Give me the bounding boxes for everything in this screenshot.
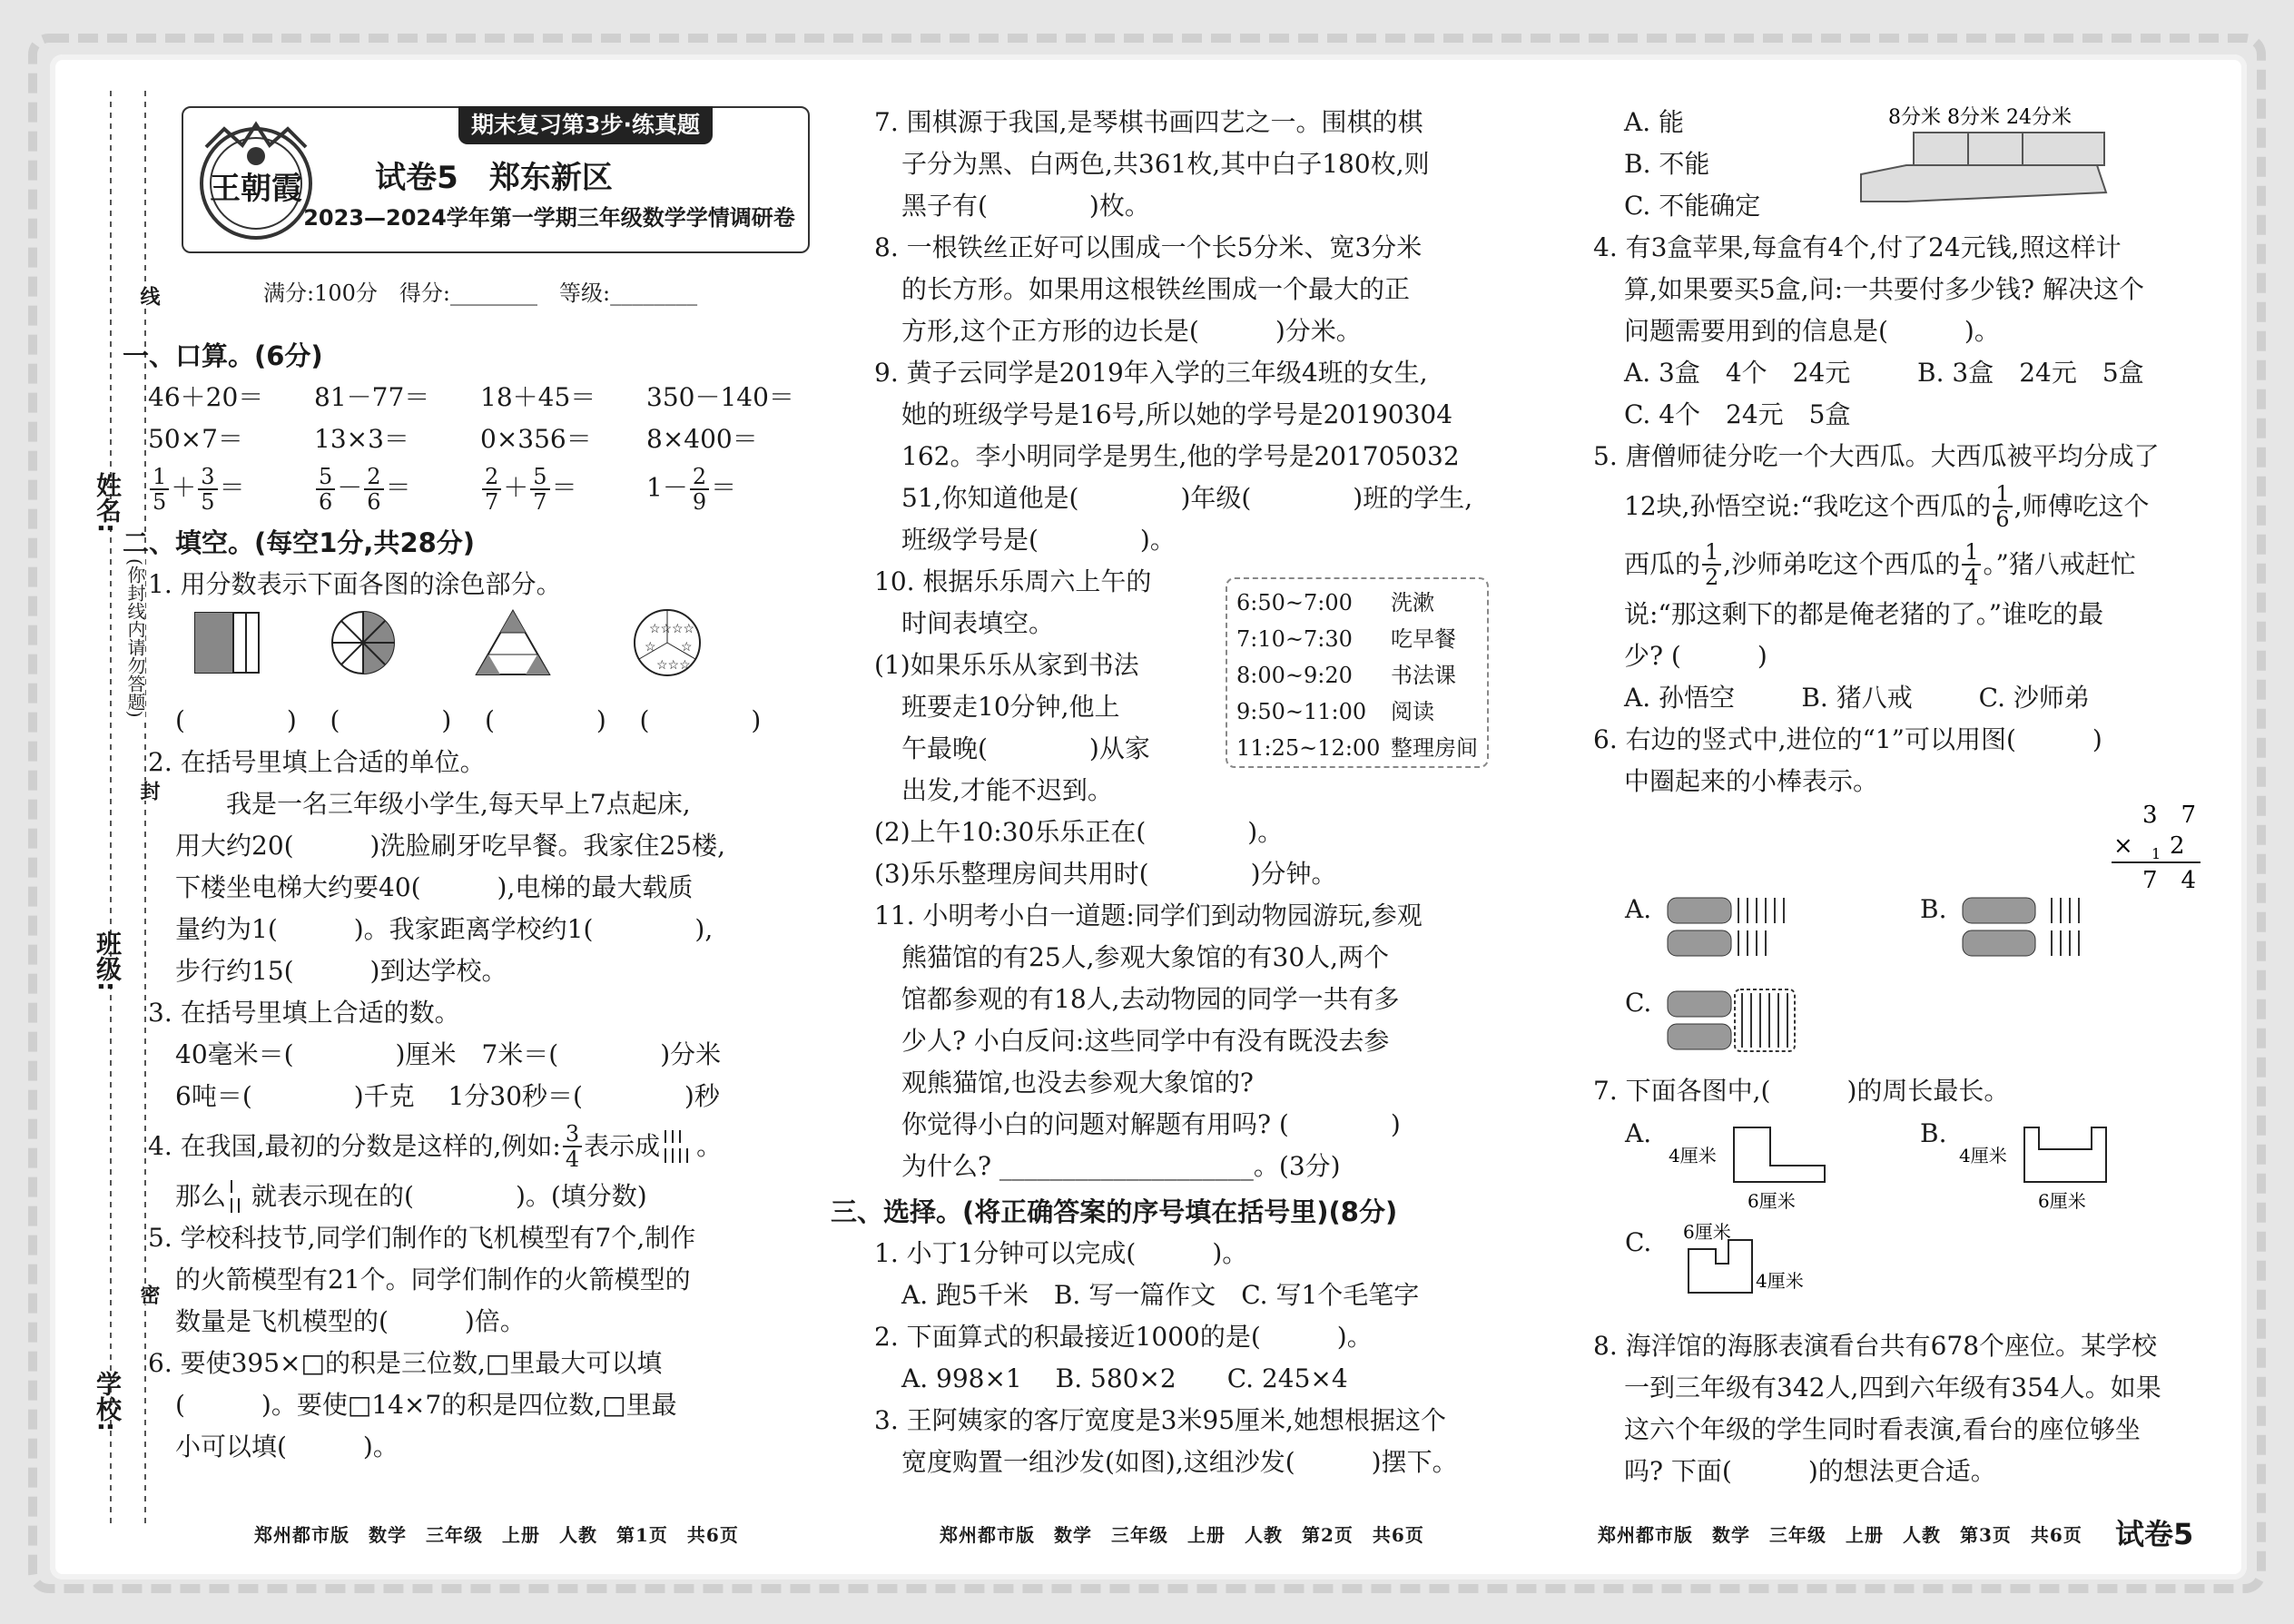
fill-q11-line: 观熊猫馆,也没去参观大象馆的? — [901, 1068, 1254, 1097]
fraction-figures — [177, 605, 758, 687]
svg-text:1: 1 — [2151, 845, 2161, 862]
fill-q4: 4. 在我国,最初的分数是这样的,例如: $\frac{3}{4}$ 表示成 。 — [148, 1121, 723, 1172]
schedule-row: 7:10~7:30 吃早餐 — [1236, 626, 1456, 652]
choice-q4-line: 算,如果要买5盒,问:一共要付多少钱? 解决这个 — [1624, 274, 2144, 304]
choice-q7: 7. 下面各图中,( )的周长最长。 — [1593, 1076, 2010, 1106]
paper-title: 试卷5 郑东新区 — [375, 160, 613, 196]
choice-q5-line: 12块,孙悟空说:“我吃这个西瓜的 $\frac{1}{6}$ ,师傅吃这个 — [1624, 481, 2150, 532]
option-b-label: B. — [1920, 894, 1947, 924]
fill-q9-line: 51,你知道他是( )年级( )班的学生, — [901, 483, 1473, 513]
choice-q1: 1. 小丁1分钟可以完成( )。 — [874, 1238, 1248, 1268]
sofa-dimension-label: 8分米 8分米 24分米 — [1888, 106, 2072, 129]
q2-line: 用大约20( )洗脸刷牙吃早餐。我家住25楼, — [175, 831, 726, 861]
page-footer-2: 郑州都市版 数学 三年级 上册 人教 第2页 共6页 — [940, 1524, 1424, 1546]
option-b-label: B. — [1920, 1118, 1947, 1148]
shape-figure-c — [1661, 1216, 1879, 1316]
answer-blank[interactable]: ( ) — [175, 705, 297, 735]
fill-q5-line: 数量是飞机模型的( )倍。 — [175, 1306, 526, 1336]
choice-q3-option: B. 不能 — [1624, 149, 1710, 179]
fill-q7-line: 子分为黑、白两色,共361枚,其中白子180枚,则 — [901, 149, 1430, 179]
fill-q4-cont — [175, 1176, 812, 1217]
sticks-figure-b — [1961, 894, 2142, 967]
striped-rectangle-figure — [195, 613, 259, 673]
fill-q10-line: 时间表填空。 — [901, 608, 1055, 638]
rod-numeral-figure — [226, 1178, 251, 1215]
option-a-label: A. — [1625, 1118, 1652, 1148]
schedule-row: 6:50~7:00 洗漱 — [1236, 590, 1434, 615]
class-label: 班级: — [93, 930, 123, 992]
choice-q5-line: 少? ( ) — [1624, 641, 1767, 671]
triangle-figure — [477, 611, 549, 674]
choice-q5-line: 西瓜的 $\frac{1}{2}$ ,沙师弟吃这个西瓜的 $\frac{1}{4}$ 。”猪八戒赶忙 — [1624, 539, 2136, 590]
oral-item: 50×7＝ — [148, 424, 243, 454]
fill-q11-line: 熊猫馆的有25人,参观大象馆的有30人,两个 — [901, 942, 1390, 972]
q4-fraction: $\frac{3}{4}$ — [563, 1122, 582, 1171]
oral-fraction-item: $\frac{2}{7}$ ＋ $\frac{5}{7}$ ＝ — [480, 465, 646, 514]
choice-q3-option: A. 能 — [1624, 107, 1685, 137]
answer-blank[interactable]: ( ) — [485, 705, 606, 735]
option: A. 孙悟空 — [1624, 683, 1736, 713]
choice-q8-line: 8. 海洋馆的海豚表演看台共有678个座位。某学校 — [1593, 1331, 2158, 1361]
page-footer-3: 郑州都市版 数学 三年级 上册 人教 第3页 共6页 — [1598, 1524, 2082, 1546]
option-c-label: C. — [1625, 988, 1652, 1018]
fill-q3: 3. 在括号里填上合适的数。 — [148, 998, 460, 1028]
schedule-row: 11:25~12:00 整理房间 — [1236, 735, 1478, 761]
fill-q11-line: 馆都参观的有18人,去动物园的同学一共有多 — [901, 984, 1400, 1014]
choice-q2: 2. 下面算式的积最接近1000的是( )。 — [874, 1322, 1373, 1352]
fill-q9-line: 9. 黄子云同学是2019年入学的三年级4班的女生, — [874, 358, 1428, 388]
fill-q10-line: 班要走10分钟,他上 — [901, 692, 1120, 722]
shape-figure-b — [1952, 1118, 2133, 1218]
q2-line: 步行约15( )到达学校。 — [175, 956, 507, 986]
oral-item: 81－77＝ — [314, 382, 430, 412]
fill-q11-line: 11. 小明考小白一道题:同学们到动物园游玩,参观 — [874, 901, 1423, 930]
oral-fraction-item: $\frac{5}{6}$ － $\frac{2}{6}$ ＝ — [314, 465, 480, 514]
star-circle-figure — [635, 610, 700, 675]
choice-q3-option: C. 不能确定 — [1624, 191, 1761, 221]
fill-q10-line: (1)如果乐乐从家到书法 — [874, 650, 1139, 680]
fill-q5-line: 5. 学校科技节,同学们制作的飞机模型有7个,制作 — [148, 1223, 696, 1253]
oral-row-2 — [148, 418, 812, 460]
fill-q11-line: 少人? 小白反问:这些同学中有没有既没去参 — [901, 1026, 1390, 1056]
fill-q10-line: 10. 根据乐乐周六上午的 — [874, 566, 1152, 596]
secret-mark: 密 — [134, 1284, 162, 1304]
oral-item: 0×356＝ — [480, 424, 592, 454]
vertical-multiplication — [2106, 797, 2206, 897]
svg-text:☆: ☆ — [681, 640, 693, 655]
fill-q10-line: (2)上午10:30乐乐正在( )。 — [874, 817, 1284, 847]
option: C. 沙师弟 — [1978, 683, 2090, 713]
logo-text: 王朝霞 — [210, 171, 302, 207]
option-a-label: A. — [1625, 894, 1652, 924]
fill-q10-line: 午最晚( )从家 — [901, 733, 1150, 763]
section-2-title: 二、填空。(每空1分,共28分) — [123, 527, 476, 558]
q4-text: 就表示现在的( )。(填分数) — [251, 1181, 647, 1211]
school-label: 学校: — [93, 1371, 123, 1432]
shape-figure-a — [1661, 1118, 1843, 1218]
oral-item: 18＋45＝ — [480, 382, 596, 412]
no-answer-note: (你封线内请勿答题) — [124, 558, 146, 718]
fill-q9-line: 她的班级学号是16号,所以她的学号是20190304 — [901, 399, 1453, 429]
fill-q8-line: 8. 一根铁丝正好可以围成一个长5分米、宽3分米 — [874, 232, 1423, 262]
q3-line: 40毫米＝( )厘米 7米＝( )分米 — [175, 1039, 722, 1069]
oral-fraction-item: 1－ $\frac{2}{9}$ ＝ — [646, 464, 737, 515]
choice-q6-line: 中圈起来的小棒表示。 — [1624, 766, 1879, 796]
oral-fraction-item: $\frac{1}{5}$ ＋ $\frac{3}{5}$ ＝ — [148, 465, 314, 514]
schedule-table — [1226, 577, 1489, 768]
svg-text:6厘米: 6厘米 — [2038, 1190, 2086, 1212]
rod-numeral-figure — [660, 1127, 696, 1166]
choice-q4-options — [1624, 352, 2210, 394]
svg-text:2: 2 — [2170, 832, 2185, 860]
svg-text:4厘米: 4厘米 — [1756, 1270, 1804, 1292]
fill-q7-line: 7. 围棋源于我国,是琴棋书画四艺之一。围棋的棋 — [874, 107, 1423, 137]
sofa-diagram — [1852, 102, 2115, 211]
fill-q7-line: 黑子有( )枚。 — [901, 191, 1150, 221]
section-1-title: 一、口算。(6分) — [123, 340, 323, 371]
choice-q8-line: 一到三年级有342人,四到六年级有354人。如果 — [1624, 1373, 2161, 1403]
choice-q5-options — [1624, 677, 2156, 719]
choice-q8-line: 这六个年级的学生同时看表演,看台的座位够坐 — [1624, 1414, 2141, 1444]
svg-text:☆☆: ☆☆ — [672, 622, 695, 636]
fill-q9-line: 班级学号是( )。 — [901, 525, 1176, 555]
fill-q11-line: 为什么? ____________________。(3分) — [901, 1151, 1341, 1181]
q4-text: 4. 在我国,最初的分数是这样的,例如: — [148, 1131, 561, 1161]
svg-text:☆☆☆: ☆☆☆ — [656, 658, 691, 673]
column-2 — [831, 102, 1502, 1483]
oral-row-3 — [148, 460, 812, 518]
fill-q10-line: (3)乐乐整理房间共用时( )分钟。 — [874, 859, 1337, 889]
option: B. 猪八戒 — [1801, 683, 1913, 713]
option: A. 3盒 4个 24元 — [1624, 358, 1851, 388]
option-c-label: C. — [1625, 1227, 1652, 1257]
fill-q5-line: 的火箭模型有21个。同学们制作的火箭模型的 — [175, 1265, 691, 1294]
choice-q8-line: 吗? 下面( )的想法更合适。 — [1624, 1456, 1996, 1486]
answer-blank[interactable]: ( ) — [639, 705, 762, 735]
choice-q4-line: 问题需要用到的信息是( )。 — [1624, 316, 2000, 346]
oral-item: 350－140＝ — [646, 382, 794, 412]
choice-q2-options: A. 998×1 B. 580×2 C. 245×4 — [901, 1363, 1348, 1393]
svg-text:×: × — [2113, 832, 2133, 860]
fill-q11-line: 你觉得小白的问题对解题有用吗? ( ) — [901, 1109, 1401, 1139]
choice-q4-line: 4. 有3盒苹果,每盒有4个,付了24元钱,照这样计 — [1593, 232, 2122, 262]
fill-q2: 2. 在括号里填上合适的单位。 — [148, 747, 486, 777]
svg-text:4厘米: 4厘米 — [1669, 1145, 1717, 1166]
q4-text: 表示成 — [584, 1131, 661, 1161]
q4-text: 那么 — [175, 1181, 227, 1211]
choice-q5-line: 5. 唐僧师徒分吃一个大西瓜。大西瓜被平均分成了 — [1593, 441, 2160, 471]
svg-text:7 4: 7 4 — [2142, 867, 2197, 894]
fill-q1: 1. 用分数表示下面各图的涂色部分。 — [148, 569, 562, 599]
section-3-title: 三、选择。(将正确答案的序号填在括号里)(8分) — [831, 1196, 1398, 1227]
q2-line: 下楼坐电梯大约要40( ),电梯的最大载质 — [175, 872, 694, 902]
fill-q8-line: 的长方形。如果用这根铁丝围成一个最大的正 — [901, 274, 1411, 304]
choice-q6-line: 6. 右边的竖式中,进位的“1”可以用图( ) — [1593, 724, 2102, 754]
paper-number: 试卷5 — [2115, 1517, 2194, 1551]
choice-q1-options: A. 跑5千米 B. 写一篇作文 C. 写1个毛笔字 — [901, 1280, 1420, 1310]
q3-line: 6吨＝( )千克 1分30秒＝( )秒 — [175, 1081, 720, 1111]
page-footer-1: 郑州都市版 数学 三年级 上册 人教 第1页 共6页 — [254, 1524, 739, 1546]
choice-q5-line: 说:“那这剩下的都是俺老猪的了。”谁吃的最 — [1624, 599, 2104, 629]
oral-item: 13×3＝ — [314, 424, 409, 454]
fraction-answer-blanks — [175, 700, 794, 742]
option: C. 4个 24元 5盒 — [1624, 399, 1851, 429]
q2-line: 我是一名三年级小学生,每天早上7点起床, — [226, 789, 691, 819]
choice-q3-line: 3. 王阿姨家的客厅宽度是3米95厘米,她想根据这个 — [874, 1405, 1446, 1435]
schedule-row: 8:00~9:20 书法课 — [1236, 663, 1456, 688]
review-step-tag: 期末复习第3步·练真题 — [458, 106, 713, 144]
fill-q8-line: 方形,这个正方形的边长是( )分米。 — [901, 316, 1362, 346]
svg-text:6厘米: 6厘米 — [1683, 1221, 1731, 1243]
fill-q6-line: 小可以填( )。 — [175, 1432, 399, 1462]
seal-line-mark: 线 — [134, 286, 162, 306]
score-line: 满分:100分 得分:________ 等级:________ — [263, 281, 698, 306]
pie-circle-figure — [332, 612, 394, 674]
svg-text:☆: ☆ — [645, 640, 656, 655]
sticks-figure-c — [1666, 988, 1847, 1060]
option: B. 3盒 24元 5盒 — [1917, 358, 2144, 388]
choice-q3-line: 宽度购置一组沙发(如图),这组沙发( )摆下。 — [901, 1447, 1458, 1477]
oral-row-1 — [148, 377, 812, 418]
column-1 — [123, 331, 812, 1468]
answer-blank[interactable]: ( ) — [330, 705, 452, 735]
oral-item: 46＋20＝ — [148, 382, 264, 412]
seal-mark: 封 — [134, 781, 162, 801]
svg-text:6厘米: 6厘米 — [1748, 1190, 1796, 1212]
fill-q6-line: ( )。要使□14×7的积是四位数,□里最 — [175, 1390, 677, 1420]
fill-q10-line: 出发,才能不迟到。 — [901, 775, 1113, 805]
paper-subtitle: 2023—2024学年第一学期三年级数学学情调研卷 — [303, 205, 795, 231]
name-label: 姓名: — [93, 472, 123, 534]
sticks-figure-a — [1666, 894, 1847, 967]
q2-line: 量约为1( )。我家距离学校约1( ), — [175, 914, 714, 944]
svg-text:☆☆: ☆☆ — [649, 622, 673, 636]
fill-q9-line: 162。李小明同学是男生,他的学号是201705032 — [901, 441, 1460, 471]
svg-text:4厘米: 4厘米 — [1959, 1145, 2007, 1166]
svg-text:3 7: 3 7 — [2142, 802, 2197, 829]
schedule-row: 9:50~11:00 阅读 — [1236, 699, 1434, 724]
fill-q6-line: 6. 要使395×□的积是三位数,□里最大可以填 — [148, 1348, 663, 1378]
choice-q8 — [1593, 1325, 2247, 1492]
oral-item: 8×400＝ — [646, 424, 758, 454]
